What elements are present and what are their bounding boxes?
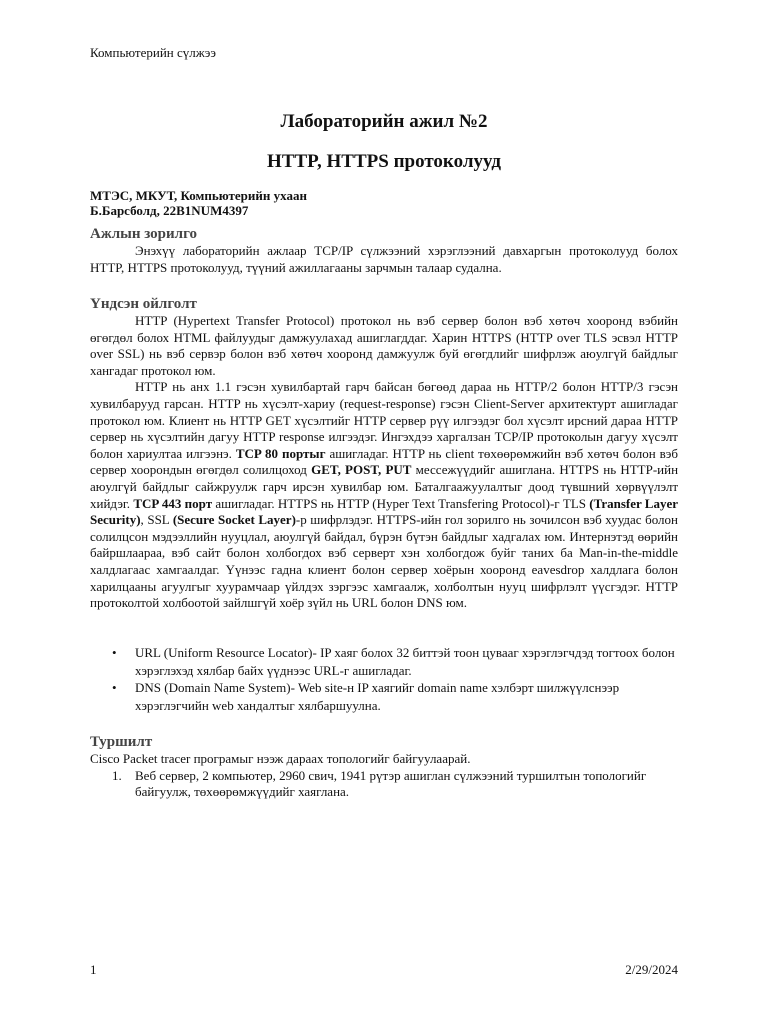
bullet-symbol: • xyxy=(112,680,117,695)
p2-text-e: мессежүүдийг ашиглана. HTTPS нь HTTP-ийн аюулгүй байдлыг сайжруулж гарч ирсэн хувилбар юм. Баталгаажуулалтыг доод түвшний хөрвүүлэлт хийдэг. xyxy=(90,462,679,511)
step-text: Веб сервер, 2 компьютер, 2960 свич, 1941 рүтэр ашиглан сүлжээний туршилтын топологийг байгуулж, төхөөрөмжүүдийг хаяглана. xyxy=(135,767,647,800)
p2-bold-ssl: (Secure Socket Layer) xyxy=(172,512,296,528)
test-heading: Туршилт xyxy=(90,734,153,750)
p2-bold-methods: GET, POST, PUT xyxy=(311,462,412,478)
goal-heading: Ажлын зорилго xyxy=(90,226,198,242)
concept-paragraph-2 xyxy=(90,379,678,611)
author-block xyxy=(90,188,307,218)
test-steps-list xyxy=(90,768,678,801)
list-item-dns xyxy=(90,679,678,714)
concept-section xyxy=(90,295,678,612)
definition-list xyxy=(90,644,678,714)
goal-section xyxy=(90,225,678,276)
p2-bold-tcp443: TCP 443 порт xyxy=(133,495,213,511)
list-item-text: URL (Uniform Resource Locator)- IP хаяг болох 32 биттэй тоон цувааг хэрэглэгчдэд тогтоох болон хэрэглэхэд хялбар байх үүднээс URL-г ашигладаг. xyxy=(135,645,675,678)
list-item-text: DNS (Domain Name System)- Web site-н IP хаягийг domain name хэлбэрт шилжүүлснээр хэрэглэгчийн web хандалтыг хялбаршуулна. xyxy=(135,680,620,713)
list-item-url xyxy=(90,644,678,679)
goal-paragraph: Энэхүү лабораторийн ажлаар TCP/IP сүлжээний хэрэглээний давхаргын протоколууд болох HTTP, HTTPS протоколууд, түүний ажиллагааны зарчмын талаар судална. xyxy=(90,243,678,275)
lab-subtitle: HTTP, HTTPS протоколууд xyxy=(267,151,501,172)
footer-date: 2/29/2024 xyxy=(625,962,678,977)
page-header: Компьютерийн сүлжээ xyxy=(90,45,216,60)
concept-paragraph-1: HTTP (Hypertext Transfer Protocol) протокол нь вэб сервер болон вэб хөтөч хооронд вэбийн өгөгдөл болох HTML файлуудыг дамжуулахад ашиглагддаг. Харин HTTPS (HTTP over TLS эсвэл HTTP over SSL) нь вэб сервэр болон вэб хөтөч хооронд дамжуулж буй өгөгдлийг шифрлэж аюулгүй байдлыг хангадаг протокол юм. xyxy=(90,313,678,378)
test-section xyxy=(90,733,678,801)
p2-text-i: , SSL xyxy=(140,512,170,528)
p2-bold-tls: (Transfer Layer Security) xyxy=(90,495,679,528)
p2-text-c: ашигладаг. HTTP нь client төхөөрөмжийн вэб хөтөч болон вэб сервер хоорондын өгөгдөл солилцоход xyxy=(90,445,678,478)
p2-text-a: HTTP нь анх 1.1 гэсэн хувилбартай гарч байсан бөгөөд дараа нь HTTP/2 болон HTTP/3 гэсэн хувилбарууд гарсан. HTTP нь хүсэлт-хариу (request-response) гэсэн Client-Server архитектурт ашигладаг протокол юм. Клиент нь HTTP GET хүсэлтийг HTTP сервер рүү илгээдэг бол хүсэлт ирсний дараа HTTP сервер нь хүсэлтийн дагуу HTTP response илгээдэг. Ингэхдээ харгалзан TCP/IP протоколын дагуу хүсэлт болон хариултаа илгээнэ. xyxy=(90,379,678,461)
p2-bold-tcp80: TCP 80 портыг xyxy=(235,445,326,461)
p2-text-g: ашигладаг. HTTPS нь HTTP (Hyper Text Transfering Protocol)-г TLS xyxy=(215,495,587,511)
test-intro: Cisco Packet tracer програмыг нээж дараах топологийг байгуулаарай. xyxy=(90,751,471,766)
concept-heading: Үндсэн ойлголт xyxy=(90,296,197,312)
bullet-symbol: • xyxy=(112,645,117,660)
step-number: 1. xyxy=(112,767,122,783)
p2-text-k: -р шифрлэдэг. HTTPS-ийн гол зорилго нь зочилсон вэб хуудас болон солилцсон мэдээллийн нууцлал, аюулгүй байдал, бүрэн бүтэн байдлыг хадгалах юм. Интернэтэд өөрийн байршлаараа, вэб сайт болон холбогдох вэб серверт хэн холбогдож буйг таних ба Man-in-the-middle халдлагаас хамгаалдаг. Үүнээс гадна клиент болон сервер хоёрын хооронд eavesdrop халдлага болон харилцааны агуулгыг хуурамчаар үйлдэх зэргээс хамгаалж, холболтын нууц шифрлэлт үүсгэдэг. HTTP протоколтой холбоотой зайлшгүй хоёр зүйл нь URL болон DNS юм. xyxy=(90,512,678,611)
author-affiliation: МТЭС, МКУТ, Компьютерийн ухаан xyxy=(90,188,307,203)
lab-title: Лабораторийн ажил №2 xyxy=(280,111,488,132)
author-name: Б.Барсболд, 22B1NUM4397 xyxy=(90,203,249,218)
list-item xyxy=(90,768,678,801)
page-number: 1 xyxy=(90,962,97,977)
